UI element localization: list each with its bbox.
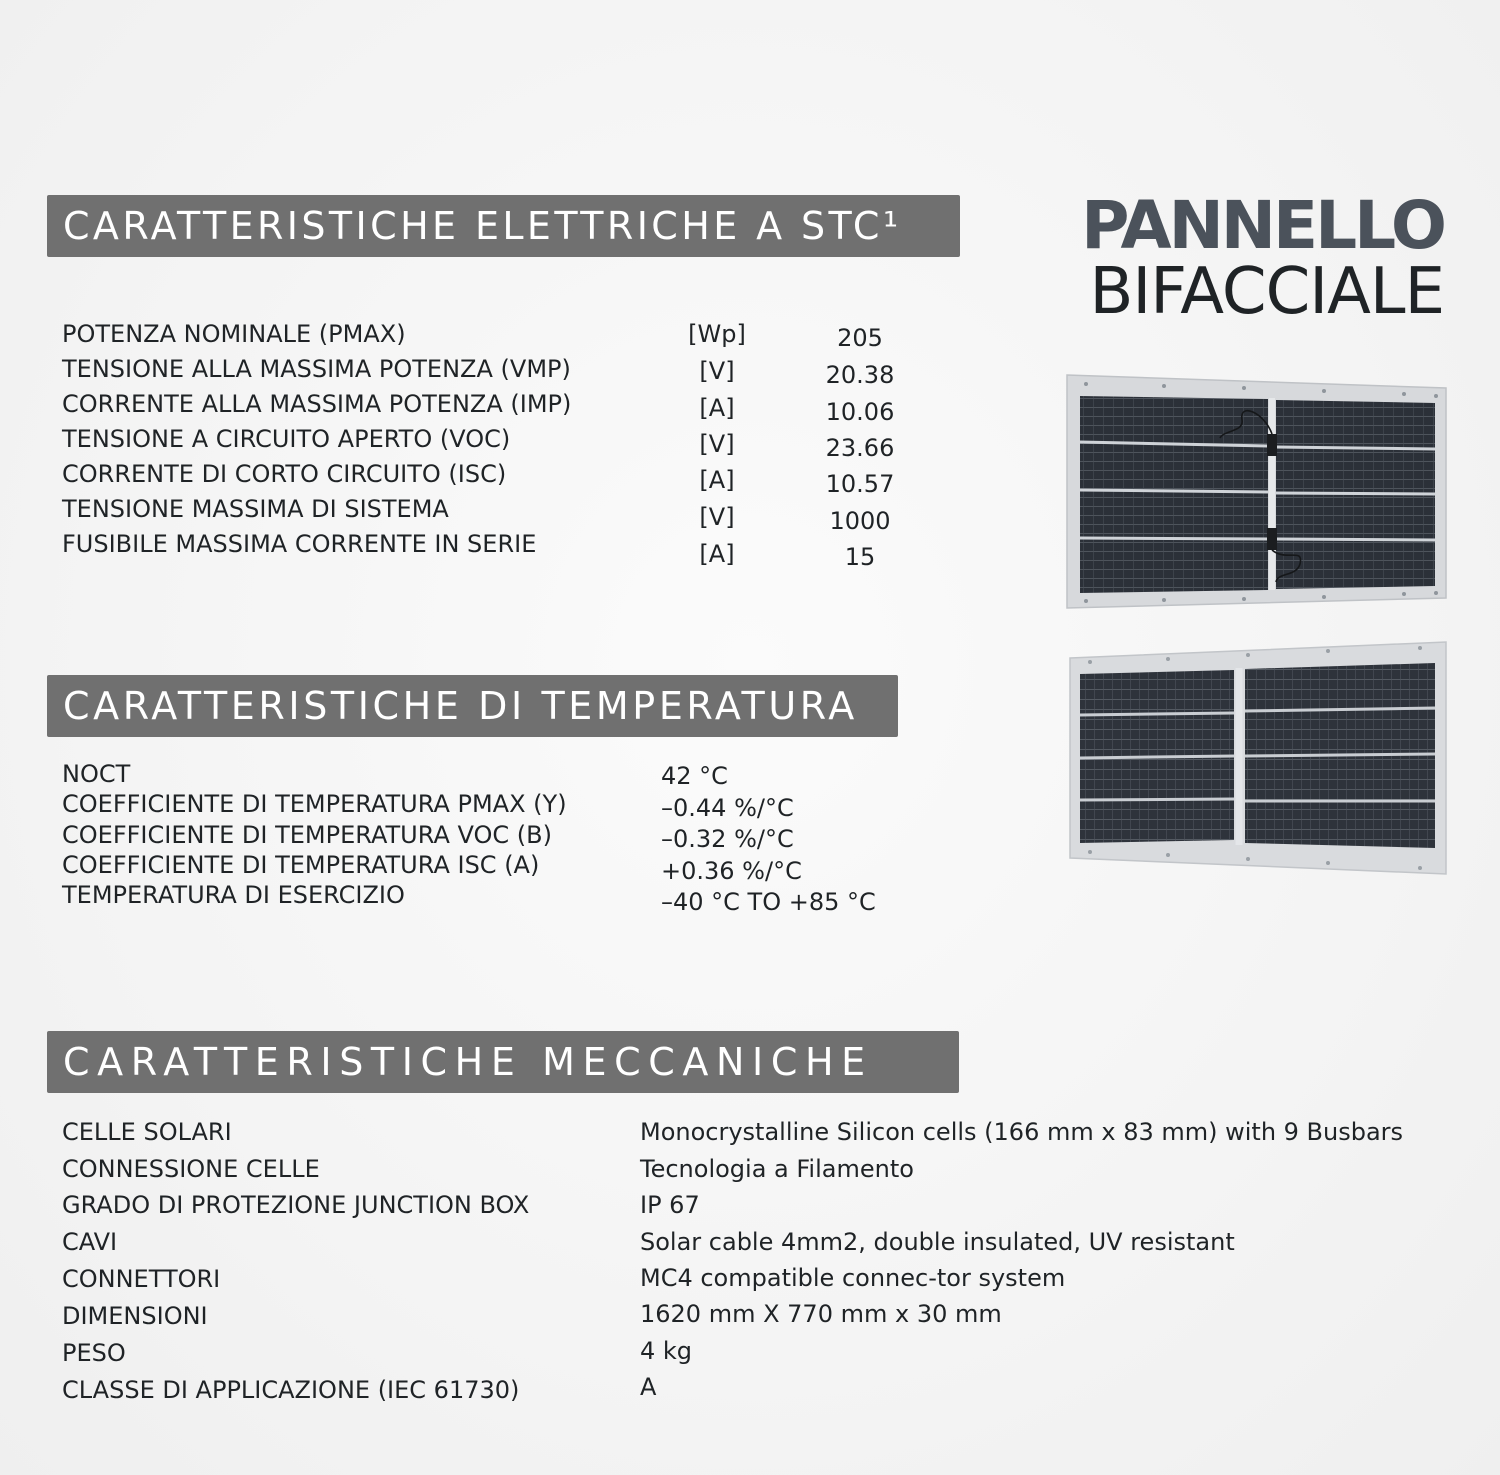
electrical-label: POTENZA NOMINALE (PMAX) <box>62 320 406 348</box>
solar-panel-front-image <box>1068 640 1448 878</box>
mechanical-value: A <box>640 1373 657 1401</box>
electrical-unit: [V] <box>699 430 735 458</box>
mechanical-label: DIMENSIONI <box>62 1302 208 1330</box>
electrical-unit: [A] <box>699 540 735 568</box>
electrical-label: TENSIONE ALLA MASSIMA POTENZA (VMP) <box>62 355 571 383</box>
electrical-label: CORRENTE DI CORTO CIRCUITO (ISC) <box>62 460 507 488</box>
mechanical-section-title: CARATTERISTICHE MECCANICHE <box>63 1040 873 1084</box>
mechanical-label: CLASSE DI APPLICAZIONE (IEC 61730) <box>62 1376 520 1404</box>
solar-panel-back-image <box>1064 372 1448 612</box>
mechanical-label: CONNESSIONE CELLE <box>62 1155 320 1183</box>
electrical-unit: [V] <box>699 503 735 531</box>
temperature-label: NOCT <box>62 760 131 788</box>
electrical-label: CORRENTE ALLA MASSIMA POTENZA (IMP) <box>62 390 572 418</box>
mechanical-section-header <box>47 1031 959 1093</box>
temperature-label: COEFFICIENTE DI TEMPERATURA PMAX (Y) <box>62 790 567 818</box>
temperature-label: COEFFICIENTE DI TEMPERATURA VOC (B) <box>62 821 552 849</box>
electrical-value: 10.57 <box>825 470 895 498</box>
electrical-label: TENSIONE A CIRCUITO APERTO (VOC) <box>62 425 511 453</box>
temperature-value: –0.32 %/°C <box>661 825 794 853</box>
electrical-unit: [Wp] <box>688 320 746 348</box>
temperature-label: COEFFICIENTE DI TEMPERATURA ISC (A) <box>62 851 540 879</box>
brand-title-line2: BIFACCIALE <box>1089 255 1444 329</box>
temperature-value: –40 °C TO +85 °C <box>661 888 876 916</box>
electrical-unit: [V] <box>699 357 735 385</box>
mechanical-label: CELLE SOLARI <box>62 1118 232 1146</box>
mechanical-value: Tecnologia a Filamento <box>640 1155 914 1183</box>
electrical-value: 23.66 <box>825 434 895 462</box>
temperature-section-title: CARATTERISTICHE DI TEMPERATURA <box>63 684 858 728</box>
electrical-unit: [A] <box>699 394 735 422</box>
electrical-label: TENSIONE MASSIMA DI SISTEMA <box>62 495 449 523</box>
electrical-label: FUSIBILE MASSIMA CORRENTE IN SERIE <box>62 530 537 558</box>
temperature-section-header <box>47 675 898 737</box>
electrical-value: 205 <box>837 324 883 352</box>
mechanical-value: Monocrystalline Silicon cells (166 mm x 83 mm) with 9 Busbars <box>640 1118 1404 1146</box>
mechanical-value: MC4 compatible connec-tor system <box>640 1264 1066 1292</box>
temperature-value: +0.36 %/°C <box>661 857 802 885</box>
electrical-section-title: CARATTERISTICHE ELETTRICHE A STC¹ <box>63 204 902 248</box>
mechanical-label: PESO <box>62 1339 126 1367</box>
mechanical-value: Solar cable 4mm2, double insulated, UV resistant <box>640 1228 1235 1256</box>
mechanical-value: 4 kg <box>640 1337 693 1365</box>
mechanical-label: CAVI <box>62 1228 118 1256</box>
temperature-value: 42 °C <box>661 762 728 790</box>
brand-title-line1: PANNELLO <box>1081 187 1444 264</box>
electrical-unit: [A] <box>699 466 735 494</box>
electrical-section-header <box>47 195 960 257</box>
mechanical-label: CONNETTORI <box>62 1265 221 1293</box>
electrical-value: 15 <box>844 543 876 571</box>
mechanical-label: GRADO DI PROTEZIONE JUNCTION BOX <box>62 1191 530 1219</box>
electrical-value: 1000 <box>829 507 891 535</box>
temperature-value: –0.44 %/°C <box>661 794 794 822</box>
mechanical-value: 1620 mm X 770 mm x 30 mm <box>640 1300 1002 1328</box>
mechanical-value: IP 67 <box>640 1191 700 1219</box>
electrical-value: 10.06 <box>825 398 895 426</box>
electrical-value: 20.38 <box>825 361 895 389</box>
temperature-label: TEMPERATURA DI ESERCIZIO <box>62 881 405 909</box>
